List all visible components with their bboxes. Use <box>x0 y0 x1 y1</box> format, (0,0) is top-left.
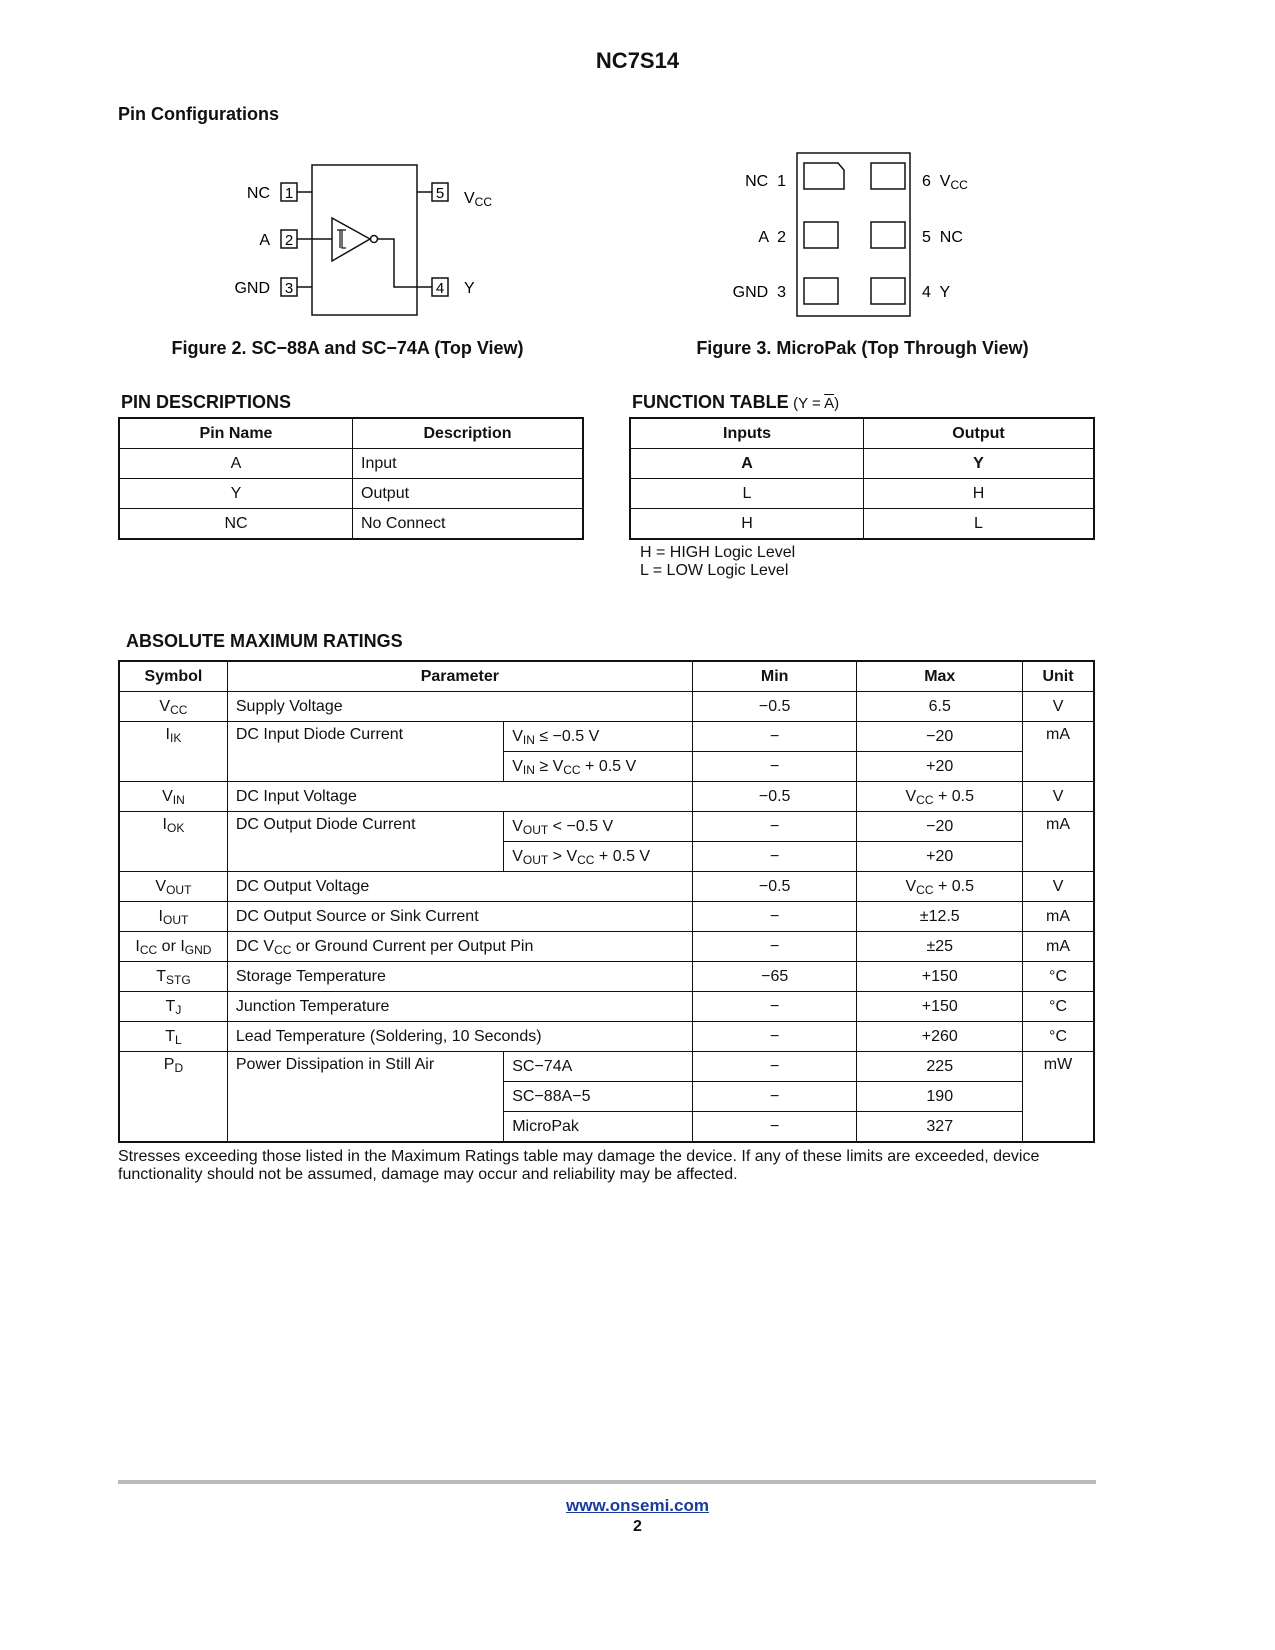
ratings-stress-note: Stresses exceeding those listed in the Maximum Ratings table may damage the device. If any of these limits are exceeded, device functionality should not be assumed, damage may occur and reliability may be affected. <box>118 1148 1040 1183</box>
symbol-cell: $V_{OUT}$ <box>119 872 227 902</box>
table-subheader-row <box>630 449 1094 479</box>
legend-low: L = LOW Logic Level <box>640 562 789 579</box>
symbol-cell: $T_L$ <box>119 1022 227 1052</box>
unit-cell: °C <box>1023 962 1094 992</box>
max-cell: +260 <box>857 1022 1023 1052</box>
footer-website-link[interactable]: www.onsemi.com <box>566 1496 709 1515</box>
symbol-cell: $P_D$ <box>119 1052 227 1143</box>
figure-3-caption: Figure 3. MicroPak (Top Through View) <box>696 338 1029 358</box>
symbol-cell: $V_{IN}$ <box>119 782 227 812</box>
footer-divider <box>118 1480 1096 1484</box>
pin-label-gnd-3: GND 3 <box>732 284 786 301</box>
table-row <box>119 962 1094 992</box>
table-row <box>119 692 1094 722</box>
micropak-body <box>797 153 910 316</box>
table-header-row <box>630 418 1094 449</box>
input-cell: H <box>630 509 864 540</box>
col-header-min: Min <box>692 661 857 692</box>
parameter-cell: Junction Temperature <box>227 992 692 1022</box>
unit-cell: mW <box>1023 1052 1094 1143</box>
pad-5 <box>871 222 905 248</box>
page-number: 2 <box>633 1518 642 1535</box>
pin-label-a-2: A 2 <box>758 229 786 246</box>
function-table <box>629 417 1095 540</box>
legend-high: H = HIGH Logic Level <box>640 544 796 561</box>
symbol-cell: $V_{CC}$ <box>119 692 227 722</box>
unit-cell: V <box>1023 782 1094 812</box>
col-header-description: Description <box>353 418 584 449</box>
symbol-cell: $T_J$ <box>119 992 227 1022</box>
pin-description-cell: Output <box>353 479 584 509</box>
condition-cell: SC−74A <box>504 1052 693 1082</box>
table-row <box>119 992 1094 1022</box>
max-cell: 327 <box>857 1112 1023 1143</box>
sc88a-pinout-diagram <box>220 150 520 330</box>
unit-cell: mA <box>1023 902 1094 932</box>
pad-4 <box>871 278 905 304</box>
table-row <box>630 479 1094 509</box>
symbol-cell: $I_{IK}$ <box>119 722 227 782</box>
min-cell: −0.5 <box>692 872 857 902</box>
col-header-max: Max <box>857 661 1023 692</box>
function-table-equation: $(Y = \overline{A})$ <box>793 395 840 412</box>
condition-cell: $V_{OUT} > V_{CC} + 0.5$ V <box>504 842 693 872</box>
col-header-output: Output <box>864 418 1095 449</box>
pin-descriptions-table <box>118 417 584 540</box>
min-cell: − <box>692 932 857 962</box>
table-row <box>119 1022 1094 1052</box>
parameter-cell: DC Input Voltage <box>227 782 692 812</box>
hysteresis-icon <box>337 230 346 248</box>
subheader-y: Y <box>864 449 1095 479</box>
parameter-cell: Power Dissipation in Still Air <box>227 1052 503 1143</box>
parameter-cell: Lead Temperature (Soldering, 10 Seconds) <box>227 1022 692 1052</box>
a-bar: $\overline{A}$ <box>824 395 835 412</box>
max-cell: +150 <box>857 992 1023 1022</box>
pin-name-cell: Y <box>119 479 353 509</box>
condition-cell: $V_{IN} \le -0.5$ V <box>504 722 693 752</box>
condition-cell: SC−88A−5 <box>504 1082 693 1112</box>
min-cell: − <box>692 1022 857 1052</box>
pin-description-cell: No Connect <box>353 509 584 540</box>
ratings-heading: ABSOLUTE MAXIMUM RATINGS <box>126 631 403 651</box>
unit-cell: °C <box>1023 1022 1094 1052</box>
table-header-row <box>119 418 583 449</box>
min-cell: − <box>692 752 857 782</box>
pin-num-1: 1 <box>284 185 294 202</box>
pin-name-cell: A <box>119 449 353 479</box>
pin-label-gnd: GND <box>234 280 270 297</box>
pin-label-nc-1: NC 1 <box>745 173 786 190</box>
unit-cell: mA <box>1023 722 1094 782</box>
symbol-cell: $I_{OUT}$ <box>119 902 227 932</box>
table-row <box>119 932 1094 962</box>
min-cell: − <box>692 902 857 932</box>
col-header-symbol: Symbol <box>119 661 227 692</box>
table-header-row <box>119 661 1094 692</box>
col-header-pin-name: Pin Name <box>119 418 353 449</box>
max-cell: 6.5 <box>857 692 1023 722</box>
micropak-pinout-diagram <box>720 148 1000 328</box>
input-cell: L <box>630 479 864 509</box>
pad-3 <box>804 278 838 304</box>
min-cell: − <box>692 1082 857 1112</box>
parameter-cell: DC Input Diode Current <box>227 722 503 782</box>
table-row <box>119 782 1094 812</box>
max-cell: ±12.5 <box>857 902 1023 932</box>
min-cell: − <box>692 992 857 1022</box>
symbol-cell: $T_{STG}$ <box>119 962 227 992</box>
function-table-heading <box>632 392 839 413</box>
pin-num-3: 3 <box>284 280 294 297</box>
condition-cell: $V_{OUT} < -0.5$ V <box>504 812 693 842</box>
function-table-legend <box>640 544 795 580</box>
col-header-inputs: Inputs <box>630 418 864 449</box>
pad-2 <box>804 222 838 248</box>
max-cell: +150 <box>857 962 1023 992</box>
parameter-cell: Storage Temperature <box>227 962 692 992</box>
unit-cell: V <box>1023 692 1094 722</box>
parameter-cell: DC Output Source or Sink Current <box>227 902 692 932</box>
pin-label-4-y: 4 Y <box>922 284 951 301</box>
unit-cell: V <box>1023 872 1094 902</box>
function-table-title: FUNCTION TABLE <box>632 392 789 412</box>
ic-body <box>312 165 417 315</box>
pin-label-a: A <box>259 232 270 249</box>
pin-description-cell: Input <box>353 449 584 479</box>
pin-label-vcc: VCC <box>464 190 493 209</box>
figure-2-caption: Figure 2. SC−88A and SC−74A (Top View) <box>171 338 524 358</box>
absolute-maximum-ratings-table <box>118 660 1095 1143</box>
pin-label-6-vcc: 6 VCC <box>922 173 968 192</box>
pin-num-5: 5 <box>435 185 445 202</box>
max-cell: 225 <box>857 1052 1023 1082</box>
output-cell: H <box>864 479 1095 509</box>
min-cell: − <box>692 722 857 752</box>
condition-cell: $V_{IN} \ge V_{CC} + 0.5$ V <box>504 752 693 782</box>
page-title: NC7S14 <box>595 48 680 73</box>
parameter-cell: DC Output Diode Current <box>227 812 503 872</box>
unit-cell: mA <box>1023 812 1094 872</box>
table-row <box>119 902 1094 932</box>
max-cell: +20 <box>857 752 1023 782</box>
parameter-cell: DC Output Voltage <box>227 872 692 902</box>
pin-num-4: 4 <box>435 280 445 297</box>
subheader-a: A <box>630 449 864 479</box>
unit-cell: °C <box>1023 992 1094 1022</box>
pin-config-heading: Pin Configurations <box>118 104 279 124</box>
unit-cell: mA <box>1023 932 1094 962</box>
max-cell: −20 <box>857 722 1023 752</box>
table-row <box>119 479 583 509</box>
max-cell: 190 <box>857 1082 1023 1112</box>
max-cell: −20 <box>857 812 1023 842</box>
table-row <box>119 449 583 479</box>
pin-descriptions-heading: PIN DESCRIPTIONS <box>121 392 292 412</box>
min-cell: − <box>692 842 857 872</box>
min-cell: −0.5 <box>692 692 857 722</box>
min-cell: − <box>692 1052 857 1082</box>
parameter-cell: DC $V_{CC}$ or Ground Current per Output Pin <box>227 932 692 962</box>
max-cell: $V_{CC} + 0.5$ <box>857 782 1023 812</box>
schmitt-inverter-symbol <box>332 218 370 261</box>
max-cell: $V_{CC} + 0.5$ <box>857 872 1023 902</box>
pin-label-5-nc: 5 NC <box>922 229 963 246</box>
pin-num-2: 2 <box>284 232 294 249</box>
pad-1 <box>804 163 844 189</box>
table-row <box>119 722 1094 752</box>
table-row <box>119 812 1094 842</box>
table-row <box>119 1052 1094 1082</box>
min-cell: − <box>692 1112 857 1143</box>
col-header-unit: Unit <box>1023 661 1094 692</box>
pin-label-nc: NC <box>246 185 270 202</box>
condition-cell: MicroPak <box>504 1112 693 1143</box>
symbol-cell: $I_{OK}$ <box>119 812 227 872</box>
output-cell: L <box>864 509 1095 540</box>
max-cell: ±25 <box>857 932 1023 962</box>
min-cell: − <box>692 812 857 842</box>
table-row <box>119 509 583 540</box>
pad-6 <box>871 163 905 189</box>
pin-label-y: Y <box>464 280 475 297</box>
pin-name-cell: NC <box>119 509 353 540</box>
min-cell: −0.5 <box>692 782 857 812</box>
parameter-cell: Supply Voltage <box>227 692 692 722</box>
symbol-cell: $I_{CC}$ or $I_{GND}$ <box>119 932 227 962</box>
max-cell: +20 <box>857 842 1023 872</box>
table-row <box>119 872 1094 902</box>
col-header-parameter: Parameter <box>227 661 692 692</box>
table-row <box>630 509 1094 540</box>
min-cell: −65 <box>692 962 857 992</box>
